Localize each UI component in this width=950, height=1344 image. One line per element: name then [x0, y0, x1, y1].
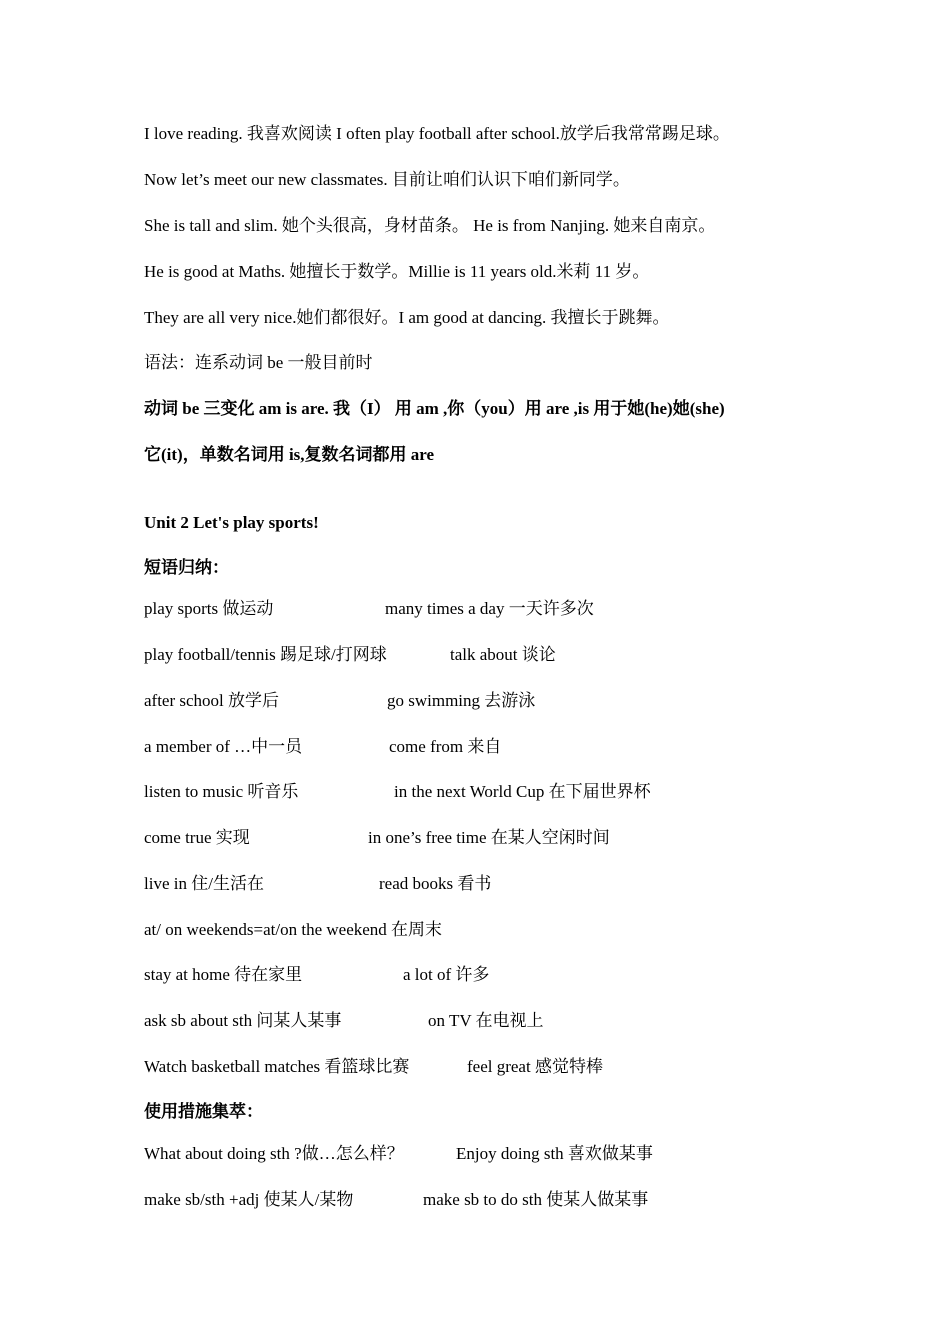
usage-left: What about doing sth ?做…怎么样？ [144, 1144, 404, 1163]
phrase-left: live in 住/生活在 [144, 874, 264, 893]
intro-line-1: I love reading. 我喜欢阅读 I often play football after school.放学后我常常踢足球。 [144, 124, 730, 143]
intro-line-5: They are all very nice.她们都很好。I am good at dancing. 我擅长于跳舞。 [144, 308, 670, 327]
phrase-right: on TV 在电视上 [428, 1011, 544, 1030]
usage-heading: 使用措施集萃： [144, 1102, 263, 1121]
phrase-right: many times a day 一天许多次 [385, 599, 594, 618]
phrase-right: go swimming 去游泳 [387, 691, 536, 710]
usage-left: make sb/sth +adj 使某人/某物 [144, 1190, 354, 1209]
grammar-rule-1: 动词 be 三变化 am is are. 我（I） 用 am ,你（you）用 are ,is 用于她(he)她(she) [144, 399, 725, 418]
grammar-rule-2: 它(it)，单数名词用 is,复数名词都用 are [144, 445, 435, 464]
phrase-right: in one’s free time 在某人空闲时间 [368, 828, 610, 847]
grammar-label: 语法：连系动词 be 一般目前时 [144, 353, 373, 372]
intro-line-3: She is tall and slim. 她个头很高，身材苗条。 He is from Nanjing. 她来自南京。 [144, 216, 716, 235]
phrase-left: come true 实现 [144, 828, 250, 847]
phrase-left: stay at home 待在家里 [144, 965, 303, 984]
phrase-left: Watch basketball matches 看篮球比赛 [144, 1057, 410, 1076]
usage-right: Enjoy doing sth 喜欢做某事 [456, 1144, 653, 1163]
phrase-left: play football/tennis 踢足球/打网球 [144, 645, 387, 664]
phrases-heading: 短语归纳： [144, 558, 229, 577]
phrase-left: a member of …中一员 [144, 737, 303, 756]
phrase-right: feel great 感觉特棒 [467, 1057, 603, 1076]
phrase-left: ask sb about sth 问某人某事 [144, 1011, 342, 1030]
phrase-left: listen to music 听音乐 [144, 782, 299, 801]
phrase-left: play sports 做运动 [144, 599, 274, 618]
phrase-left: at/ on weekends=at/on the weekend 在周末 [144, 920, 443, 939]
intro-line-2: Now let’s meet our new classmates. 目前让咱们认识下咱们新同学。 [144, 170, 630, 189]
phrase-left: after school 放学后 [144, 691, 280, 710]
phrase-right: come from 来自 [389, 737, 502, 756]
phrase-right: talk about 谈论 [450, 645, 556, 664]
phrase-right: in the next World Cup 在下届世界杯 [394, 782, 651, 801]
unit-title: Unit 2 Let's play sports! [144, 513, 319, 532]
phrase-right: read books 看书 [379, 874, 492, 893]
usage-right: make sb to do sth 使某人做某事 [423, 1190, 649, 1209]
intro-line-4: He is good at Maths. 她擅长于数学。Millie is 11 years old.米莉 11 岁。 [144, 262, 650, 281]
phrase-right: a lot of 许多 [403, 965, 490, 984]
